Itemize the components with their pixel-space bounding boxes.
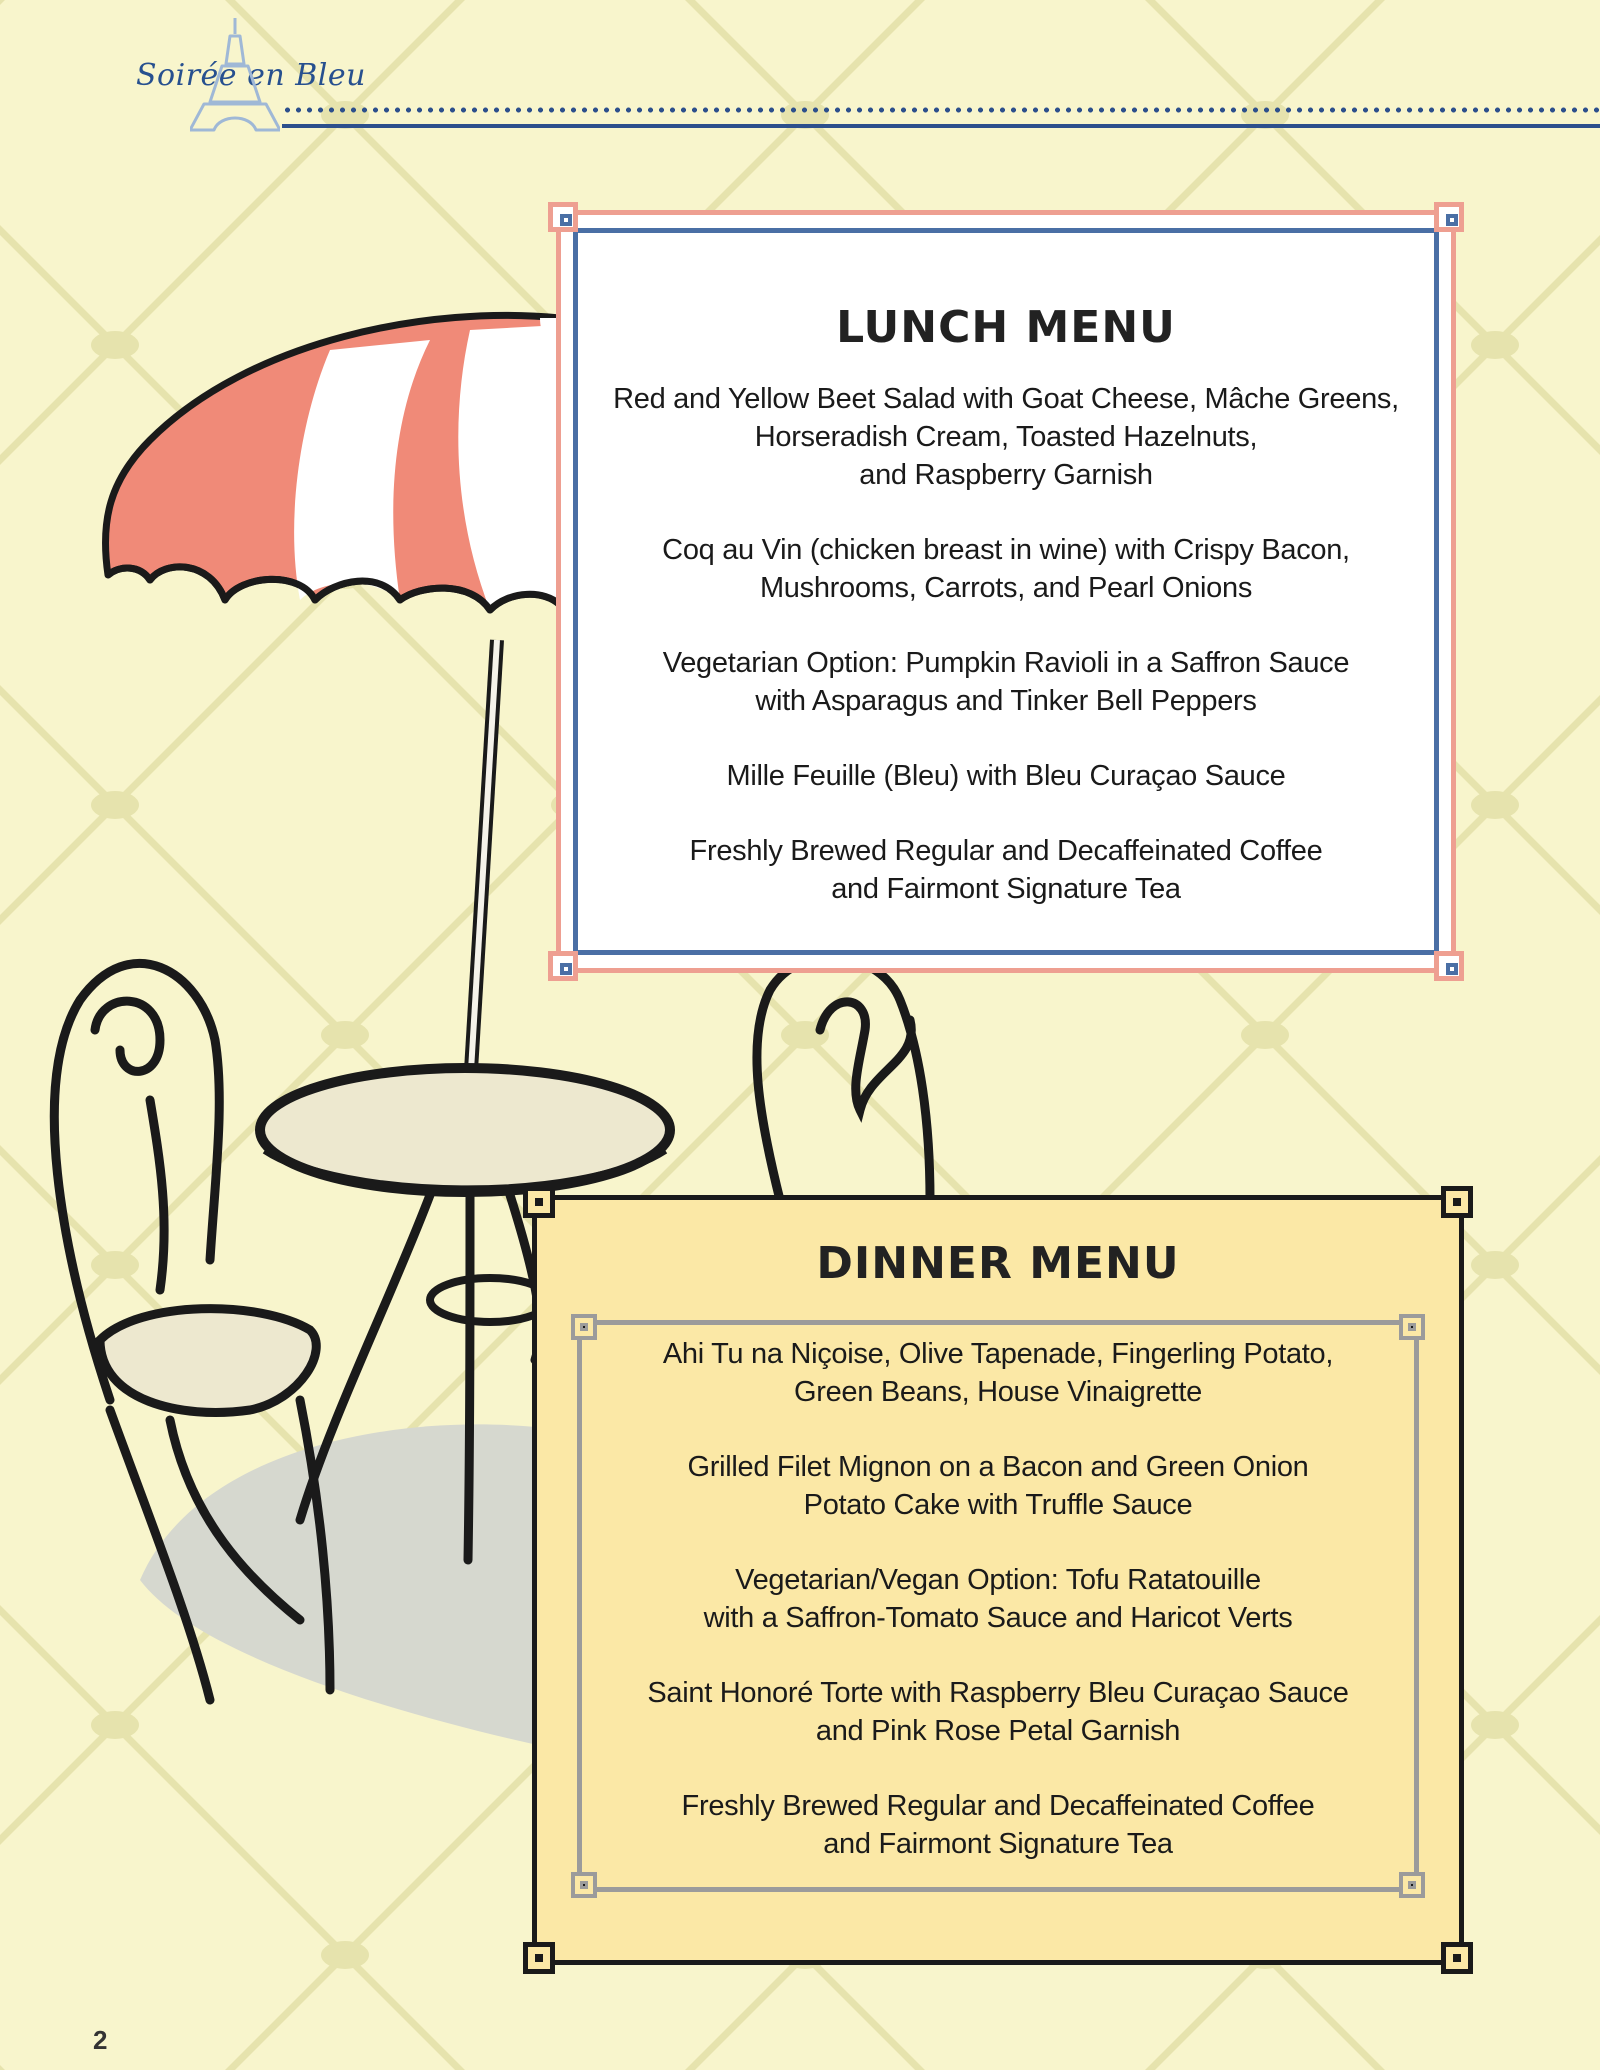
- item-line: Saint Honoré Torte with Raspberry Bleu Curaçao Sauce: [647, 1677, 1349, 1709]
- item-line: Vegetarian Option: Pumpkin Ravioli in a Saffron Sauce: [662, 647, 1350, 679]
- brand-logo-text: Soirée en Bleu: [136, 58, 366, 93]
- lunch-menu-item: [586, 531, 1426, 607]
- dinner-menu-item: [567, 1561, 1429, 1637]
- item-line: Red and Yellow Beet Salad with Goat Cheese, Mâche Greens,: [613, 383, 1399, 415]
- corner-ornament: [548, 951, 578, 981]
- umbrella: [105, 315, 560, 610]
- page-number: 2: [93, 2025, 108, 2055]
- lunch-menu-item: [586, 644, 1426, 720]
- dinner-menu-item: [567, 1335, 1429, 1411]
- item-line: with a Saffron-Tomato Sauce and Haricot Verts: [703, 1602, 1293, 1634]
- item-line: Coq au Vin (chicken breast in wine) with Crispy Bacon,: [662, 534, 1350, 566]
- table-shadow: [140, 1424, 560, 1750]
- dinner-menu-title: DINNER MENU: [816, 1238, 1180, 1289]
- item-line: Freshly Brewed Regular and Decaffeinated Coffee: [689, 835, 1323, 867]
- item-line: Mushrooms, Carrots, and Pearl Onions: [759, 572, 1253, 604]
- lunch-menu-item: [586, 832, 1426, 908]
- item-line: Ahi Tu na Niçoise, Olive Tapenade, Fingerling Potato,: [662, 1338, 1334, 1370]
- header-rule: [282, 124, 1600, 128]
- item-line: Green Beans, House Vinaigrette: [793, 1376, 1202, 1408]
- item-line: with Asparagus and Tinker Bell Peppers: [755, 685, 1257, 717]
- lunch-menu-title: LUNCH MENU: [836, 302, 1176, 353]
- right-chair: [757, 957, 930, 1200]
- item-line: and Raspberry Garnish: [859, 459, 1153, 491]
- item-line: Mille Feuille (Bleu) with Bleu Curaçao Sauce: [726, 760, 1286, 792]
- header-dotted-rule: [282, 107, 1600, 113]
- item-line: and Fairmont Signature Tea: [823, 1828, 1173, 1860]
- dinner-menu-items: [567, 1335, 1429, 1900]
- eiffel-tower-icon: [190, 14, 280, 132]
- dinner-menu-item: [567, 1448, 1429, 1524]
- item-line: Grilled Filet Mignon on a Bacon and Green Onion: [687, 1451, 1309, 1483]
- lunch-menu-item: [586, 380, 1426, 494]
- item-line: Horseradish Cream, Toasted Hazelnuts,: [754, 421, 1258, 453]
- lunch-menu-card: [556, 210, 1456, 973]
- corner-ornament: [1434, 202, 1464, 232]
- item-line: and Fairmont Signature Tea: [831, 873, 1181, 905]
- corner-ornament: [548, 202, 578, 232]
- corner-ornament: [523, 1942, 555, 1974]
- item-line: Potato Cake with Truffle Sauce: [803, 1489, 1193, 1521]
- dinner-menu-item: [567, 1787, 1429, 1863]
- lunch-menu-items: [586, 380, 1426, 945]
- corner-ornament: [523, 1186, 555, 1218]
- dinner-menu-card: [532, 1195, 1464, 1965]
- lunch-menu-item: [586, 757, 1426, 795]
- corner-ornament: [1441, 1942, 1473, 1974]
- item-line: Vegetarian/Vegan Option: Tofu Ratatouille: [735, 1564, 1261, 1596]
- item-line: Freshly Brewed Regular and Decaffeinated Coffee: [681, 1790, 1315, 1822]
- corner-ornament: [1434, 951, 1464, 981]
- item-line: and Pink Rose Petal Garnish: [815, 1715, 1181, 1747]
- corner-ornament: [1441, 1186, 1473, 1218]
- dinner-menu-item: [567, 1674, 1429, 1750]
